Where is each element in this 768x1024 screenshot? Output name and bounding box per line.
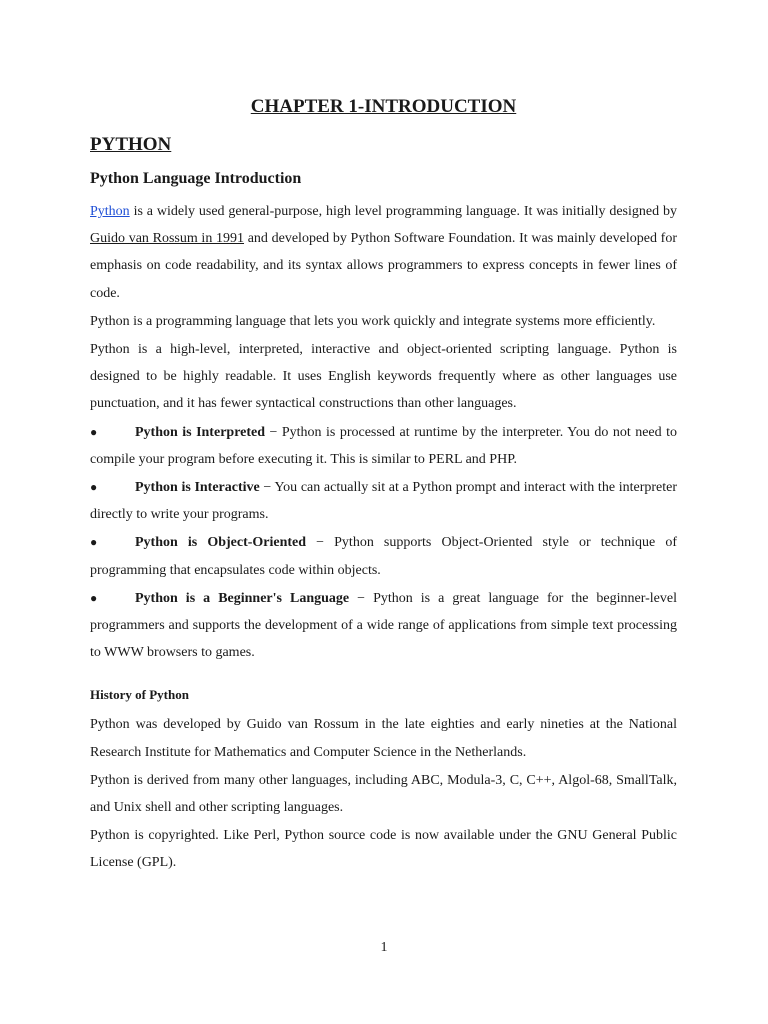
intro-text-b: and developed by Python Software Foundation. It was mainly developed for emphasis on code readability, and its syntax allows programmers to express concepts in fewer lines of code. xyxy=(90,231,677,301)
bullet-item xyxy=(90,585,677,667)
python-link[interactable]: Python xyxy=(90,204,130,219)
bullet-bold: Python is Interactive xyxy=(135,480,260,496)
bullet-dot-icon: ● xyxy=(90,590,98,605)
history-paragraph: Python is derived from many other languages, including ABC, Modula-3, C, C++, Algol-68, SmallTalk, and Unix shell and other scripting languages. xyxy=(90,772,677,816)
bullet-item xyxy=(90,474,677,528)
bullet-dot-icon: ● xyxy=(90,424,98,439)
intro-paragraph xyxy=(90,198,677,307)
page-content xyxy=(90,94,677,878)
guido-underlined: Guido van Rossum in 1991 xyxy=(90,231,245,247)
bullet-text: − Python is processed at runtime by the interpreter. You do not need to compile your program before executing it. This is similar to PERL and PHP. xyxy=(90,424,677,467)
bullet-text: − You can actually sit at a Python prompt and interact with the interpreter directly to write your programs. xyxy=(90,480,677,523)
bullet-text: − Python supports Object-Oriented style or technique of programming that encapsulates code within objects. xyxy=(90,535,677,578)
chapter-title: CHAPTER 1-INTRODUCTION xyxy=(250,96,517,117)
history-paragraph: Python was developed by Guido van Rossum in the late eighties and early nineties at the National Research Institute for Mathematics and Computer Science in the Netherlands. xyxy=(90,717,677,760)
bullet-item xyxy=(90,419,677,473)
bullet-bold: Python is Object-Oriented xyxy=(135,535,307,551)
bullet-item xyxy=(90,529,677,583)
history-paragraph: Python is copyrighted. Like Perl, Python source code is now available under the GNU General Public License (GPL). xyxy=(90,828,677,871)
bullet-bold: Python is Interpreted xyxy=(135,424,266,440)
page-number: 1 xyxy=(380,940,388,955)
intro-text-a: is a widely used general-purpose, high level programming language. It was initially designed by xyxy=(129,204,677,219)
section-title: PYTHON xyxy=(90,134,172,155)
history-heading: History of Python xyxy=(90,687,189,703)
bullet-dot-icon: ● xyxy=(90,535,98,550)
paragraph-3: Python is a high-level, interpreted, interactive and object-oriented scripting language. Python is designed to be highly readable. It uses English keywords frequently where as other languages use punctuation, and it has fewer syntactical constructions than other languages. xyxy=(90,342,677,412)
paragraph-2: Python is a programming language that lets you work quickly and integrate systems more efficiently. xyxy=(90,313,656,329)
bullet-text: − Python is a great language for the beginner-level programmers and supports the development of a wide range of applications from simple text processing to WWW browsers to games. xyxy=(90,590,677,661)
bullet-dot-icon: ● xyxy=(90,480,98,495)
subheading: Python Language Introduction xyxy=(90,170,302,187)
bullet-bold: Python is a Beginner's Language xyxy=(135,590,350,606)
